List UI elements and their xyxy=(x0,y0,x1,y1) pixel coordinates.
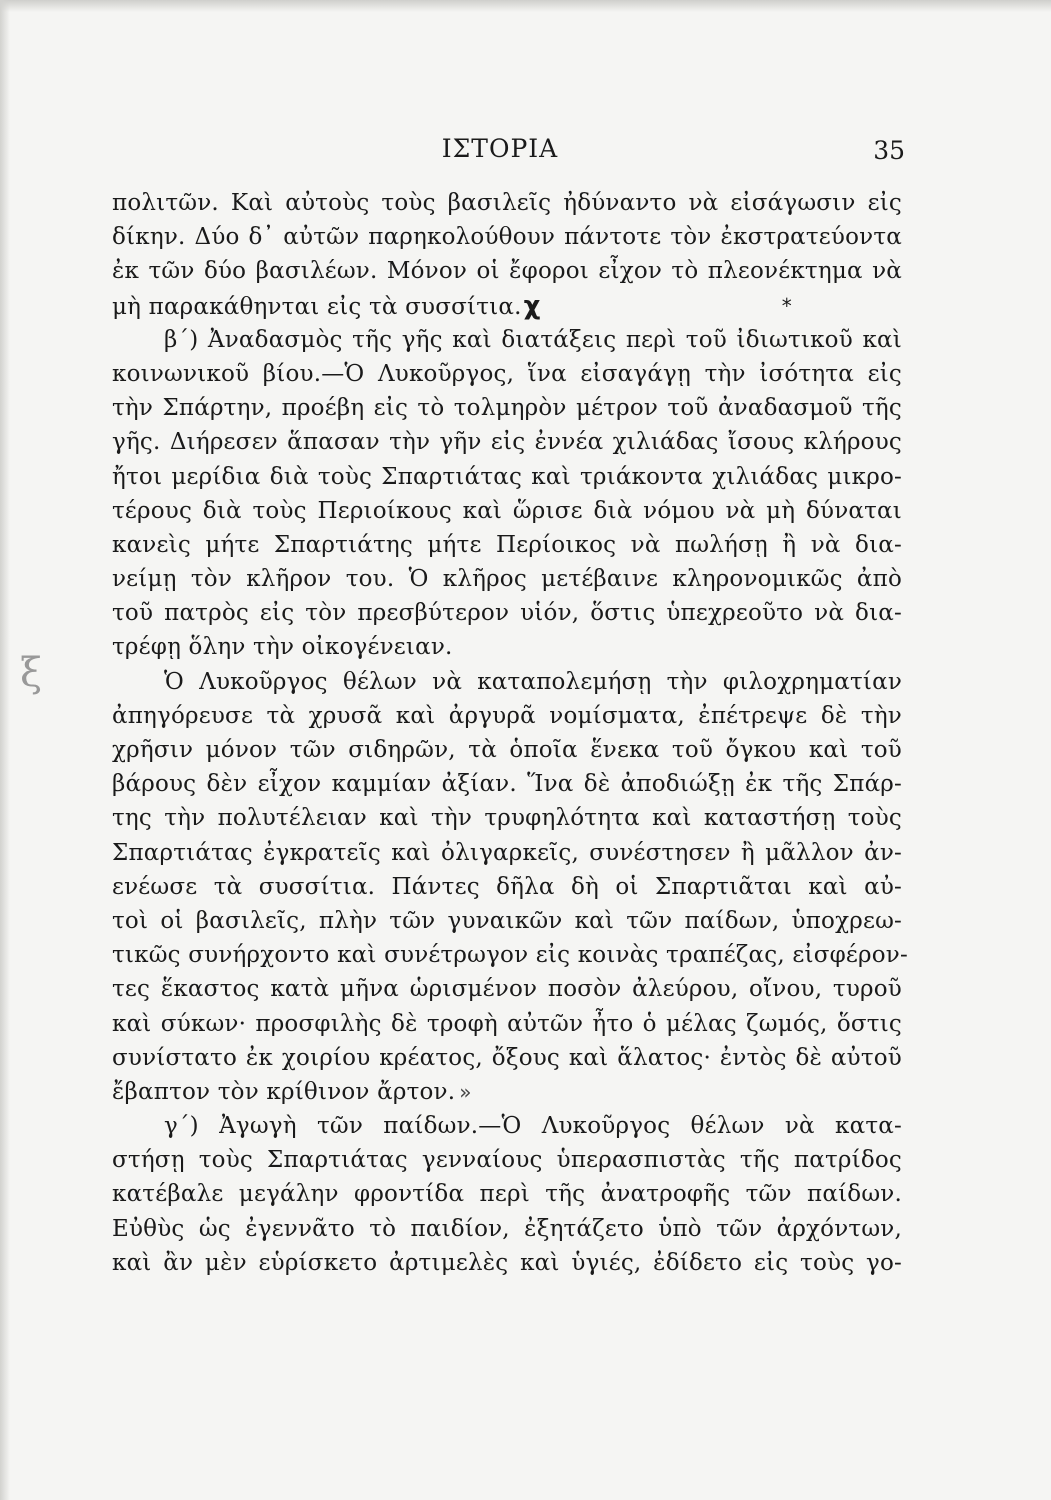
text-line: ενέωσε τὰ συσσίτια. Πάντες δῆλα δὴ οἱ Σπαρτιᾶται καὶ αὐ- xyxy=(112,873,902,900)
text-line: συνίστατο ἐκ χοιρίου κρέατος, ὄξους καὶ ἅλατος· ἐντὸς δὲ αὐτοῦ xyxy=(112,1044,902,1071)
text-line xyxy=(112,1075,902,1109)
section-heading-line: γ´) Ἀγωγὴ τῶν παίδων.—Ὁ Λυκοῦργος θέλων νὰ κατα- xyxy=(164,1113,902,1140)
text-line: κατέβαλε μεγάλην φροντίδα περὶ τῆς ἀνατροφῆς τῶν παίδων. xyxy=(112,1181,902,1208)
text-line xyxy=(112,289,902,323)
scan-edge-top xyxy=(0,0,1051,12)
text-line: τοῦ πατρὸς εἰς τὸν πρεσβύτερον υἱόν, ὅστις ὑπεχρεοῦτο νὰ δια- xyxy=(112,600,902,627)
handwritten-star-mark: * xyxy=(781,293,792,318)
text-line: Σπαρτιάτας ἐγκρατεῖς καὶ ὀλιγαρκεῖς, συνέστησεν ἢ μᾶλλον ἀν- xyxy=(112,839,902,866)
paragraph-start-line: Ὁ Λυκοῦργος θέλων νὰ καταπολεμήσῃ τὴν φιλοχρηματίαν xyxy=(164,668,902,695)
text-line: καὶ σύκων· προσφιλὴς δὲ τροφὴ αὐτῶν ἦτο ὁ μέλας ζωμός, ὅστις xyxy=(112,1010,902,1037)
text-line: βάρους δὲν εἶχον καμμίαν ἀξίαν. Ἵνα δὲ ἀποδιώξῃ ἐκ τῆς Σπάρ- xyxy=(112,771,902,798)
text-line: της τὴν πολυτέλειαν καὶ τὴν τρυφηλότητα καὶ καταστήσῃ τοὺς xyxy=(112,805,902,832)
text-line: τες ἕκαστος κατὰ μῆνα ὡρισμένον ποσὸν ἀλεύρου, οἴνου, τυροῦ xyxy=(112,976,902,1003)
text-line: ἐκ τῶν δύο βασιλέων. Μόνον οἱ ἔφοροι εἶχον τὸ πλεονέκτημα νὰ xyxy=(112,258,902,285)
text-line: ἀπηγόρευσε τὰ χρυσᾶ καὶ ἀργυρᾶ νομίσματα, ἐπέτρεψε δὲ τὴν xyxy=(112,702,902,729)
text-line: νείμῃ τὸν κλῆρον του. Ὁ κλῆρος μετέβαινε κληρονομικῶς ἀπὸ xyxy=(112,566,902,593)
text-line: ἤτοι μερίδια διὰ τοὺς Σπαρτιάτας καὶ τριάκοντα χιλιάδας μικρο- xyxy=(112,463,902,490)
text-line: Εὐθὺς ὡς ἐγεννᾶτο τὸ παιδίον, ἐξητάζετο ὑπὸ τῶν ἀρχόντων, xyxy=(112,1215,902,1242)
margin-pencil-note: ξ xyxy=(20,650,43,696)
text-line: γῆς. Διήρεσεν ἅπασαν τὴν γῆν εἰς ἐννέα χιλιάδας ἴσους κλήρους xyxy=(112,429,902,456)
handwritten-arrow-mark: » xyxy=(459,1079,472,1104)
text-line: τικῶς συνήρχοντο καὶ συνέτρωγον εἰς κοινὰς τραπέζας, εἰσφέρον- xyxy=(112,942,908,969)
text-line: τρέφῃ ὅλην τὴν οἰκογένειαν. xyxy=(112,634,453,661)
text-line: κοινωνικοῦ βίου.—Ὁ Λυκοῦργος, ἵνα εἰσαγάγῃ τὴν ἰσότητα εἰς xyxy=(112,360,902,387)
text-line-content: ἔβαπτον τὸν κρίθινον ἄρτον. xyxy=(112,1078,456,1105)
text-line: δίκην. Δύο δ᾽ αὐτῶν παρηκολούθουν πάντοτε τὸν ἐκστρατεύοντα xyxy=(112,224,902,251)
text-line: καὶ ἂν μὲν εὑρίσκετο ἀρτιμελὲς καὶ ὑγιές, ἐδίδετο εἰς τοὺς γο- xyxy=(112,1249,902,1276)
text-line: τέρους διὰ τοὺς Περιοίκους καὶ ὥρισε διὰ νόμου νὰ μὴ δύναται xyxy=(112,497,902,524)
text-line: κανεὶς μήτε Σπαρτιάτης μήτε Περίοικος νὰ πωλήσῃ ἢ νὰ δια- xyxy=(112,531,902,558)
section-heading-line: β´) Ἀναδασμὸς τῆς γῆς καὶ διατάξεις περὶ τοῦ ἰδιωτικοῦ καὶ xyxy=(164,326,902,353)
text-line-content: μὴ παρακάθηνται εἰς τὰ συσσίτια. xyxy=(112,293,522,320)
text-line: πολιτῶν. Καὶ αὐτοὺς τοὺς βασιλεῖς ἠδύναντο νὰ εἰσάγωσιν εἰς xyxy=(112,190,902,216)
scan-edge-left xyxy=(0,0,10,1500)
running-title: ΙΣΤΟΡΙΑ xyxy=(441,134,559,163)
text-body xyxy=(112,186,908,1280)
text-line: τοὶ οἱ βασιλεῖς, πλὴν τῶν γυναικῶν καὶ τῶν παίδων, ὑποχρεω- xyxy=(112,907,902,934)
handwritten-cross-mark: χ xyxy=(523,290,541,321)
text-line: τὴν Σπάρτην, προέβη εἰς τὸ τολμηρὸν μέτρον τοῦ ἀναδασμοῦ τῆς xyxy=(112,395,902,422)
text-line: χρῆσιν μόνον τῶν σιδηρῶν, τὰ ὁποῖα ἕνεκα τοῦ ὄγκου καὶ τοῦ xyxy=(112,737,902,763)
text-line: στήσῃ τοὺς Σπαρτιάτας γενναίους ὑπερασπιστὰς τῆς πατρίδος xyxy=(112,1147,902,1174)
page-number: 35 xyxy=(873,136,905,165)
page-header xyxy=(0,134,1051,174)
